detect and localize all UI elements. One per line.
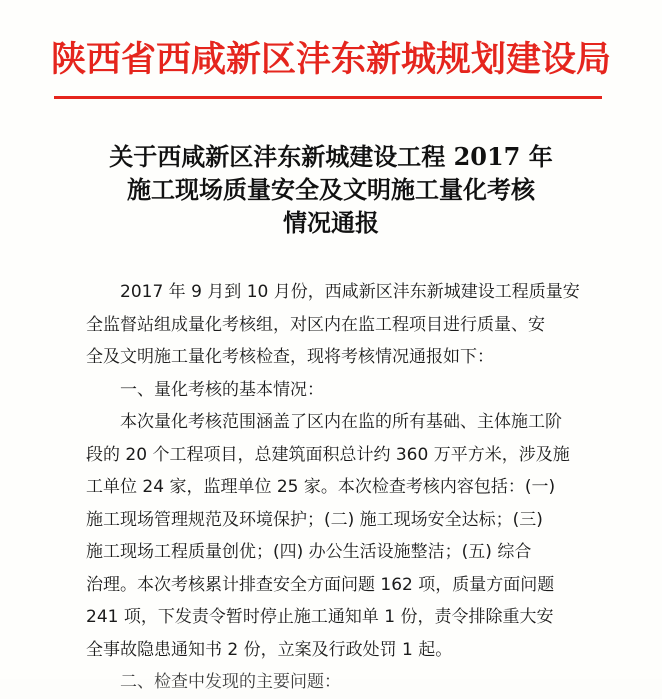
body-line-3: 全及文明施工量化考核检查，现将考核情况通报如下： xyxy=(86,347,494,367)
body-line-1: 2017 年 9 月到 10 月份，西咸新区沣东新城建设工程质量安 xyxy=(120,282,580,302)
notice-title-line-2: 施工现场质量安全及文明施工量化考核 xyxy=(127,175,535,204)
notice-title-line-3: 情况通报 xyxy=(283,208,379,237)
section-heading-2: 二、检查中发现的主要问题： xyxy=(120,672,341,692)
body-line-8: 施工现场管理规范及环境保护；(二) 施工现场安全达标；(三) xyxy=(86,509,543,530)
letterhead-red-rule xyxy=(54,96,602,99)
section-heading-1: 一、量化考核的基本情况： xyxy=(120,379,324,400)
notice-title-line-1: 关于西咸新区沣东新城建设工程 2017 年 xyxy=(109,142,553,171)
body-line-10: 治理。本次考核累计排查安全方面问题 162 项，质量方面问题 xyxy=(86,574,555,595)
body-line-6: 段的 20 个工程项目，总建筑面积总计约 360 万平方米，涉及施 xyxy=(86,444,570,465)
letterhead-org-name: 陕西省西咸新区沣东新城规划建设局 xyxy=(50,39,611,80)
body-line-5: 本次量化考核范围涵盖了区内在监的所有基础、主体施工阶 xyxy=(120,412,562,432)
body-line-2: 全监督站组成量化考核组，对区内在监工程项目进行质量、安 xyxy=(86,314,545,335)
body-line-9: 施工现场工程质量创优；(四) 办公生活设施整洁；(五) 综合 xyxy=(86,542,532,562)
body-line-7: 工单位 24 家，监理单位 25 家。本次检查考核内容包括：(一) xyxy=(86,477,556,497)
body-line-11: 241 项，下发责令暂时停止施工通知单 1 份，责令排除重大安 xyxy=(86,607,554,627)
notice-title xyxy=(60,140,602,239)
notice-body xyxy=(86,276,606,699)
body-line-12: 全事故隐患通知书 2 份，立案及行政处罚 1 起。 xyxy=(86,639,453,660)
